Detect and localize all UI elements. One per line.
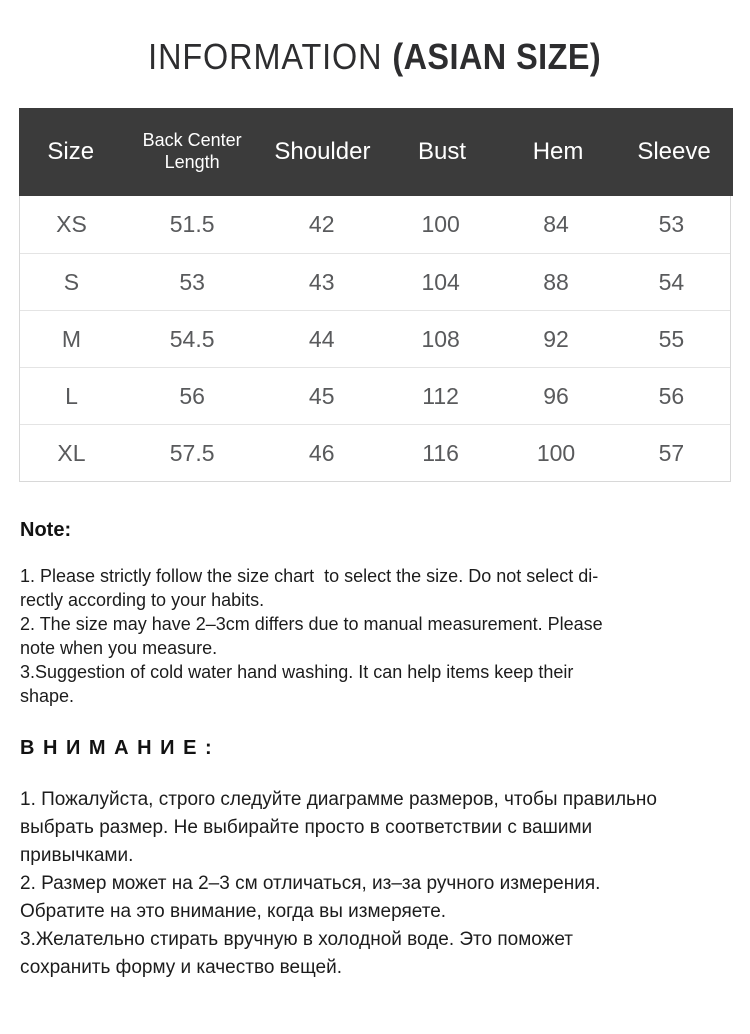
cell-sleeve: 53	[658, 211, 685, 237]
cell-bust: 104	[421, 268, 460, 295]
table-row-m	[20, 310, 730, 367]
cell-hem: 92	[543, 325, 569, 352]
cell-back-center-length: 57.5	[169, 439, 215, 466]
attention-item-1-line-3: привычками.	[20, 845, 134, 866]
cell-shoulder: 45	[308, 382, 335, 409]
note-list	[20, 564, 730, 708]
note-heading: Note:	[20, 519, 72, 541]
cell-back-center-length: 54.5	[169, 325, 215, 352]
header-cell-back-center-length-line1: Back Center	[142, 130, 242, 151]
header-cell-size: Size	[47, 137, 95, 165]
size-table	[19, 108, 731, 482]
table-row-xs	[20, 196, 730, 253]
header-cell-shoulder: Shoulder	[274, 137, 371, 165]
cell-shoulder: 42	[308, 211, 335, 237]
cell-back-center-length: 51.5	[169, 211, 215, 237]
cell-size: S	[63, 268, 80, 295]
cell-sleeve: 56	[658, 382, 685, 409]
cell-shoulder: 43	[308, 268, 335, 295]
table-row-l	[20, 367, 730, 424]
header-cell-hem: Hem	[532, 137, 584, 165]
note-item-3-line-1: 3.Suggestion of cold water hand washing. It can help items keep their	[20, 662, 574, 682]
cell-size: XS	[56, 211, 87, 237]
attention-item-1-line-2: выбрать размер. Не выбирайте просто в соответствии с вашими	[20, 817, 593, 838]
cell-size: L	[65, 382, 78, 409]
cell-size: M	[61, 325, 82, 352]
header-cell-sleeve: Sleeve	[637, 137, 711, 165]
note-item-3-line-2: shape.	[20, 686, 75, 706]
header-cell-back-center-length-line2: Length	[164, 152, 220, 172]
attention-item-3-line-1: 3.Желательно стирать вручную в холодной воде. Это поможет	[20, 929, 574, 950]
header-cell-bust: Bust	[417, 137, 467, 165]
table-header-row	[19, 108, 733, 196]
attention-list	[20, 786, 730, 982]
cell-size: XL	[57, 439, 86, 466]
note-item-2-line-2: note when you measure.	[20, 638, 218, 658]
cell-sleeve: 57	[658, 439, 685, 466]
cell-shoulder: 44	[308, 325, 335, 352]
cell-bust: 116	[422, 439, 459, 466]
cell-shoulder: 46	[308, 439, 335, 466]
cell-sleeve: 54	[658, 268, 685, 295]
note-item-1-line-1: 1. Please strictly follow the size chart to select the size. Do not select di-	[20, 566, 599, 586]
table-row-xl	[20, 424, 730, 481]
attention-heading: В Н И М А Н И Е :	[20, 737, 214, 759]
header-cell-back-center-length	[123, 130, 262, 173]
cell-bust: 100	[421, 211, 460, 237]
cell-hem: 84	[543, 211, 569, 237]
table-row-s	[20, 253, 730, 310]
page-title-bold: (ASIAN SIZE)	[392, 36, 602, 77]
cell-hem: 96	[543, 382, 569, 409]
title-row	[0, 34, 750, 80]
note-item-2-line-1: 2. The size may have 2–3cm differs due to manual measurement. Please	[20, 614, 603, 634]
attention-item-3-line-2: сохранить форму и качество вещей.	[20, 957, 342, 978]
note-section	[20, 519, 730, 708]
cell-hem: 100	[536, 439, 576, 466]
cell-bust: 108	[421, 325, 460, 352]
cell-back-center-length: 53	[179, 268, 205, 295]
cell-sleeve: 55	[658, 325, 685, 352]
attention-item-1-line-1: 1. Пожалуйста, строго следуйте диаграмме размеров, чтобы правильно	[20, 789, 657, 810]
note-item-1-line-2: rectly according to your habits.	[20, 590, 265, 610]
attention-item-2-line-1: 2. Размер может на 2–3 см отличаться, из–за ручного измерения.	[20, 873, 601, 894]
cell-bust: 112	[422, 382, 459, 409]
cell-hem: 88	[543, 268, 569, 295]
page-title	[148, 34, 601, 80]
page-title-regular: INFORMATION	[148, 36, 393, 77]
cell-back-center-length: 56	[179, 382, 205, 409]
attention-item-2-line-2: Обратите на это внимание, когда вы измеряете.	[20, 901, 447, 922]
